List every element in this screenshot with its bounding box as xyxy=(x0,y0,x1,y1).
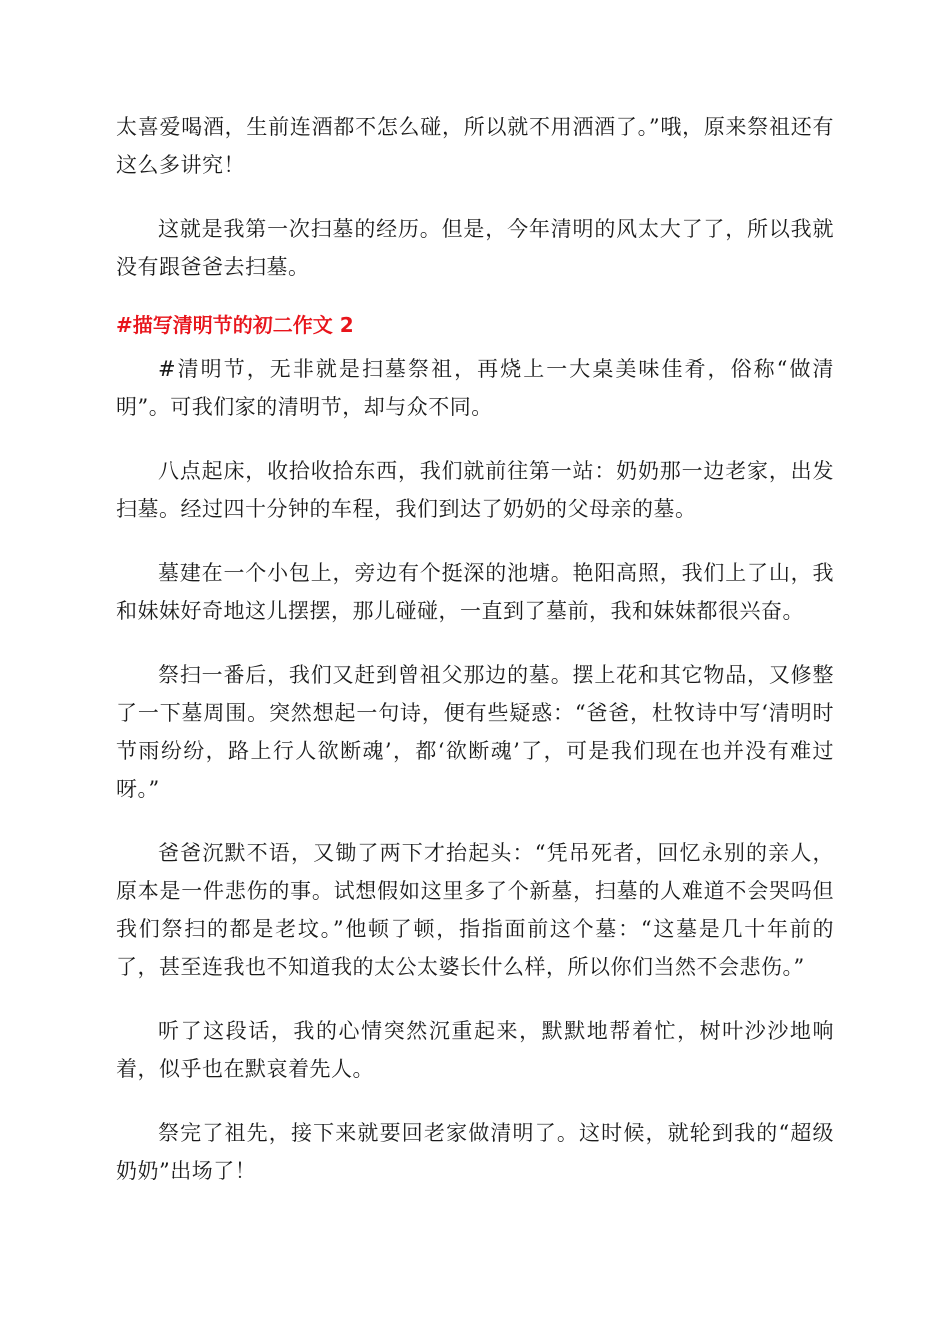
paragraph: 听了这段话，我的心情突然沉重起来，默默地帮着忙，树叶沙沙地响着，似乎也在默哀着先人。 xyxy=(116,1019,834,1081)
paragraph: 祭完了祖先，接下来就要回老家做清明了。这时候，就轮到我的“超级奶奶”出场了！ xyxy=(116,1121,834,1183)
paragraph: 八点起床，收拾收拾东西，我们就前往第一站：奶奶那一边老家，出发扫墓。经过四十分钟的车程，我们到达了奶奶的父母亲的墓。 xyxy=(116,459,834,521)
document-page xyxy=(116,108,834,1216)
paragraph-continuation: 太喜爱喝酒，生前连酒都不怎么碰，所以就不用洒酒了。”哦，原来祭祖还有这么多讲究！ xyxy=(116,115,834,177)
paragraph: 爸爸沉默不语，又锄了两下才抬起头：“凭吊死者，回忆永别的亲人，原本是一件悲伤的事。试想假如这里多了个新墓，扫墓的人难道不会哭吗但我们祭扫的都是老坟。”他顿了顿，指指面前这个墓：“这墓是几十年前的了，甚至连我也不知道我的太公太婆长什么样，所以你们当然不会悲伤。” xyxy=(116,841,834,979)
paragraph: 祭扫一番后，我们又赶到曾祖父那边的墓。摆上花和其它物品，又修整了一下墓周围。突然想起一句诗，便有些疑惑：“爸爸，杜牧诗中写‘清明时节雨纷纷，路上行人欲断魂’，都‘欲断魂’了，可是我们现在也并没有难过呀。” xyxy=(116,663,834,801)
section-heading: #描写清明节的初二作文 2 xyxy=(116,313,354,337)
paragraph: 这就是我第一次扫墓的经历。但是，今年清明的风太大了了，所以我就没有跟爸爸去扫墓。 xyxy=(116,217,834,279)
paragraph: #清明节，无非就是扫墓祭祖，再烧上一大桌美味佳肴，俗称“做清明”。可我们家的清明节，却与众不同。 xyxy=(116,357,834,419)
paragraph: 墓建在一个小包上，旁边有个挺深的池塘。艳阳高照，我们上了山，我和妹妹好奇地这儿摆摆，那儿碰碰，一直到了墓前，我和妹妹都很兴奋。 xyxy=(116,561,834,623)
